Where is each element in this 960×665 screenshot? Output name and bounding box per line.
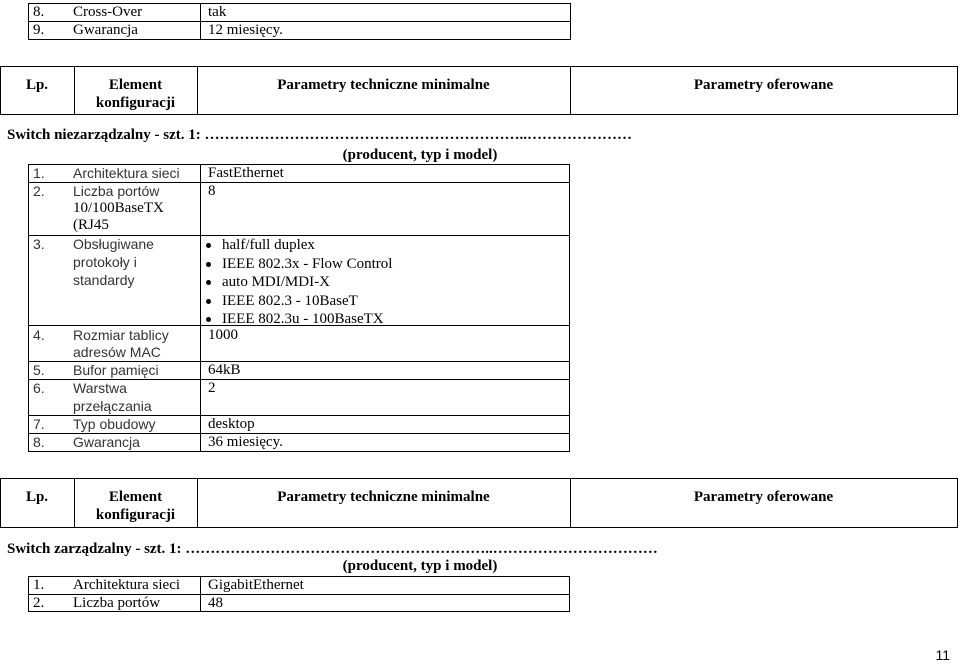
row-label: Gwarancja bbox=[73, 22, 138, 38]
row-value: desktop bbox=[208, 416, 255, 432]
row-value: 36 miesięcy. bbox=[208, 434, 283, 450]
row-value: 8 bbox=[208, 183, 216, 199]
protocol-item: IEEE 802.3x - Flow Control bbox=[222, 255, 393, 272]
row-value: 1000 bbox=[208, 327, 238, 343]
protocol-item: half/full duplex bbox=[222, 236, 392, 255]
row-number: 8. bbox=[33, 434, 45, 450]
row-label: przełączania bbox=[73, 398, 152, 414]
header-lp: Lp. bbox=[25, 489, 49, 505]
row-label: Cross-Over bbox=[73, 4, 143, 20]
row-number: 9. bbox=[33, 22, 45, 38]
row-number: 2. bbox=[33, 595, 45, 611]
row-value: GigabitEthernet bbox=[208, 577, 304, 593]
section-title: Switch niezarządzalny - szt. 1: ………………………………………………………..………………… bbox=[7, 127, 632, 143]
row-number: 3. bbox=[33, 236, 45, 252]
row-label: standardy bbox=[73, 272, 135, 288]
row-value: 2 bbox=[208, 380, 216, 396]
row-number: 4. bbox=[33, 327, 45, 343]
row-number: 1. bbox=[33, 165, 45, 181]
row-label: Architektura sieci bbox=[73, 165, 180, 181]
header-element: Element bbox=[108, 489, 163, 505]
protocol-item: auto MDI/MDI-X bbox=[222, 273, 392, 292]
row-number: 2. bbox=[33, 183, 45, 199]
protocol-list bbox=[222, 236, 392, 329]
row-value: 12 miesięcy. bbox=[208, 22, 283, 38]
page-number: 11 bbox=[935, 647, 950, 663]
header-params-offer: Parametry oferowane bbox=[693, 489, 834, 505]
header-params-min: Parametry techniczne minimalne bbox=[277, 77, 490, 93]
row-label: Gwarancja bbox=[73, 434, 140, 450]
header-element: konfiguracji bbox=[95, 507, 176, 523]
row-value: 64kB bbox=[208, 362, 241, 378]
row-number: 6. bbox=[33, 380, 45, 396]
row-label: adresów MAC bbox=[73, 344, 161, 360]
section-subtitle: (producent, typ i model) bbox=[342, 558, 498, 574]
row-number: 8. bbox=[33, 4, 45, 20]
row-number: 7. bbox=[33, 416, 45, 432]
row-label: Obsługiwane bbox=[73, 236, 154, 252]
header-element: konfiguracji bbox=[95, 95, 176, 111]
row-label: Warstwa bbox=[73, 380, 127, 396]
row-label: Architektura sieci bbox=[73, 577, 181, 593]
row-label: Liczba portów bbox=[73, 183, 160, 199]
protocol-item: IEEE 802.3 - 10BaseT bbox=[222, 292, 392, 311]
row-label: (RJ45 bbox=[73, 217, 109, 233]
row-label: 10/100BaseTX bbox=[73, 200, 164, 216]
header-params-offer: Parametry oferowane bbox=[693, 77, 834, 93]
row-value: tak bbox=[208, 4, 227, 20]
row-value: FastEthernet bbox=[208, 165, 284, 181]
protocol-item: IEEE 802.3u - 100BaseTX bbox=[222, 310, 392, 329]
section-subtitle: (producent, typ i model) bbox=[342, 147, 498, 163]
header-element: Element bbox=[108, 77, 163, 93]
row-label: Typ obudowy bbox=[73, 416, 156, 432]
header-lp: Lp. bbox=[25, 77, 49, 93]
row-label: Rozmiar tablicy bbox=[73, 327, 169, 343]
section-title: Switch zarządzalny - szt. 1: ……………………………………………………..…………………………… bbox=[7, 541, 658, 557]
row-number: 1. bbox=[33, 577, 45, 593]
row-number: 5. bbox=[33, 362, 45, 378]
row-label: Liczba portów bbox=[73, 595, 161, 611]
row-value: 48 bbox=[208, 595, 223, 611]
header-params-min: Parametry techniczne minimalne bbox=[277, 489, 490, 505]
row-label: Bufor pamięci bbox=[73, 362, 159, 378]
row-label: protokoły i bbox=[73, 254, 137, 270]
